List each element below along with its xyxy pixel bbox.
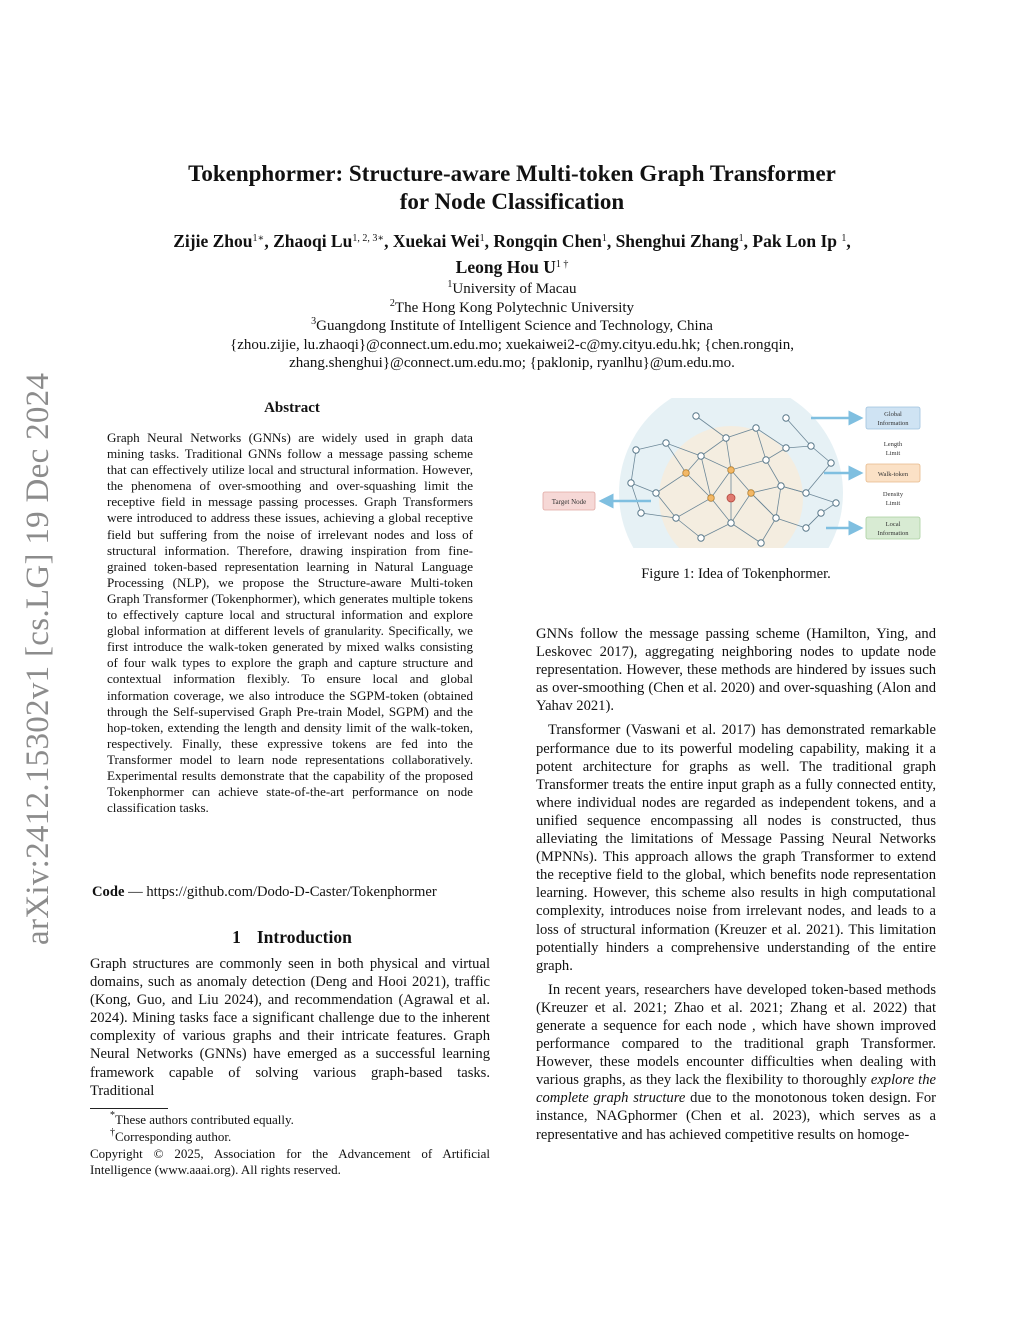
footnote-rule	[90, 1108, 168, 1109]
section-heading	[92, 927, 492, 948]
section-title: Introduction	[256, 927, 352, 947]
density-limit-label-1: Density	[882, 491, 904, 498]
title-line-1: Tokenphormer: Structure-aware Multi-token Graph Transformer	[188, 161, 836, 186]
global-info-label-2: Information	[877, 420, 909, 427]
paragraph: In recent years, researchers have developed token-based methods (Kreuzer et al. 2021; Zhao et al. 2021; Zhang et al. 2022) that generate a sequence for each node , which have shown improved performance compared to the traditional graph Transformer. However, these models encounter difficulties when dealing with various graphs, as they lack the flexibility to thoroughly explore the complete graph structure due to the monotonous token design. For instance, NAGphormer (Chen et al. 2023), which serves as a representative and has achieved competitive results on homoge-	[536, 981, 936, 1143]
abstract-text: Graph Neural Networks (GNNs) are widely used in graph data mining tasks. Traditional GNNs follow a message passing scheme that can effectively utilize local and structural information. However, the phenomena of over-smoothing and over-squashing limit the receptive field in message passing processes. Graph Transformers were introduced to address these issues, achieving a global receptive field but suffering from the noise of irrelevant nodes and loss of structural information. Therefore, drawing inspiration from fine-grained token-based representation learning in Natural Language Processing (NLP), we propose the Structure-aware Multi-token Graph Transformer (Tokenphormer), which generates multiple tokens to effectively capture local and structural information and explore global information at different levels of granularity. Specifically, we first introduce the walk-token generated by mixed walks consisting of four walk types to explore the graph and capture structure and contextual information flexibly. To ensure local and global information coverage, we also introduce the SGPM-token (obtained through the Self-supervised Graph Pre-train Model, SGPM) and the hop-token, extending the length and density limit of the walk-token, respectively. Finally, these expressive tokens are fed into the Transformer model to learn node representations collaboratively. Experimental results demonstrate that the capability of the proposed Tokenphormer can achieve state-of-the-art performance on node classification tasks.	[107, 430, 473, 816]
author: Zhaoqi $Lu^{1, 2, 3∗}$,	[273, 231, 393, 251]
paragraph: Transformer (Vaswani et al. 2017) has demonstrated remarkable performance due to its powerful modeling capability, making it a potent architecture for graphs as well. The traditional graph Transformer treats the entire input graph as a fully connected entity, where individual nodes are regarded as independent tokens, and a unified sequence encompassing all nodes is constructed, thus alleviating the limitations of Message Passing Neural Networks (MPNNs). This approach allows the graph Transformer to extend the receptive field to the global, which benefits node representation learning. However, this scheme also results in high computational complexity, introduces noise from irrelevant nodes, and leads to a loss of structural information (Kreuzer et al. 2021). This limitation potentially hinders a comprehensive understanding of the entire graph.	[536, 722, 936, 974]
author: Xuekai Wei$^1$,	[392, 231, 494, 251]
author: Pak Lon Ip $^1$,	[752, 231, 851, 251]
intro-left-text: Graph structures are commonly seen in both physical and virtual domains, such as anomaly detection (Deng and Hooi 2021), traffic (Kong, Guo, and Liu 2024), and recommendation (Agrawal et al. 2024). Mining tasks face a significant challenge due to the inherent complexity of various graphs and their intricate features. Graph Neural Networks (GNNs) have emerged as a successful learning framework capable of solving various graph-based tasks. Traditional	[90, 956, 490, 1099]
section-number: 1	[232, 927, 241, 947]
affiliation: $^2$The Hong Kong Polytechnic University	[389, 297, 635, 316]
local-info-label-1: Local	[885, 521, 901, 528]
paper-title	[112, 160, 912, 216]
code-link[interactable]: https://github.com/Dodo-D-Caster/Tokenphormer	[146, 884, 437, 900]
author: Zijie Zhou$^{1∗}$,	[173, 231, 274, 251]
target-node-label: Target Node	[551, 498, 587, 506]
length-limit-label-1: Length	[883, 441, 903, 448]
author: Shenghui Zhang$^1$,	[615, 231, 753, 251]
paragraph: GNNs follow the message passing scheme (Hamilton, Ying, and Leskovec 2017), aggregating neighboring nodes to update node representation. However, these methods are hindered by issues such as over-smoothing (Chen et al. 2020) and over-squashing (Alon and Yahav 2021).	[536, 626, 936, 715]
walk-token-label: Walk-token	[877, 471, 909, 478]
figure-1	[536, 398, 936, 556]
target-node-dot	[727, 494, 735, 502]
affiliations	[112, 280, 912, 373]
intro-right-text	[536, 625, 936, 1144]
title-line-2: for Node Classification	[399, 189, 625, 214]
author-line-2: Leong Hou $U^{1 \dagger}$	[455, 257, 569, 277]
affiliation: $^3$Guangdong Institute of Intelligent Science and Technology, China	[311, 316, 713, 334]
global-info-label-1: Global	[884, 411, 902, 418]
author: Rongqin Chen$^1$,	[493, 231, 616, 251]
affiliation: $^1$University of Macau	[447, 279, 577, 297]
arxiv-stamp: arXiv:2412.15302v1 [cs.LG] 19 Dec 2024	[20, 372, 56, 945]
footnote-2: †Corresponding author.	[110, 1127, 232, 1144]
author-line-1	[112, 228, 912, 254]
density-limit-label-2: Limit	[885, 500, 901, 507]
code-line: Code — https://github.com/Dodo-D-Caster/Tokenphormer	[92, 884, 437, 900]
emails-line-1: {zhou.zijie, lu.zhaoqi}@connect.um.edu.mo; xuekaiwei2-c@my.cityu.edu.hk; {chen.rongqin,	[230, 336, 794, 353]
local-info-label-2: Information	[877, 530, 909, 537]
author-list	[112, 228, 912, 280]
emails-line-2: zhang.shenghui}@connect.um.edu.mo; {paklonip, ryanlhu}@um.edu.mo.	[289, 355, 735, 371]
figure-graph-illustration	[536, 398, 936, 556]
length-limit-label-2: Limit	[885, 450, 901, 457]
footnote-1: *These authors contributed equally.	[110, 1110, 294, 1127]
abstract-heading: Abstract	[264, 400, 320, 416]
copyright-notice: Copyright © 2025, Association for the Advancement of Artificial Intelligence (www.aaai.org). All rights reserved.	[90, 1146, 490, 1177]
code-label: Code	[92, 884, 125, 900]
figure-caption: Figure 1: Idea of Tokenphormer.	[641, 566, 831, 582]
